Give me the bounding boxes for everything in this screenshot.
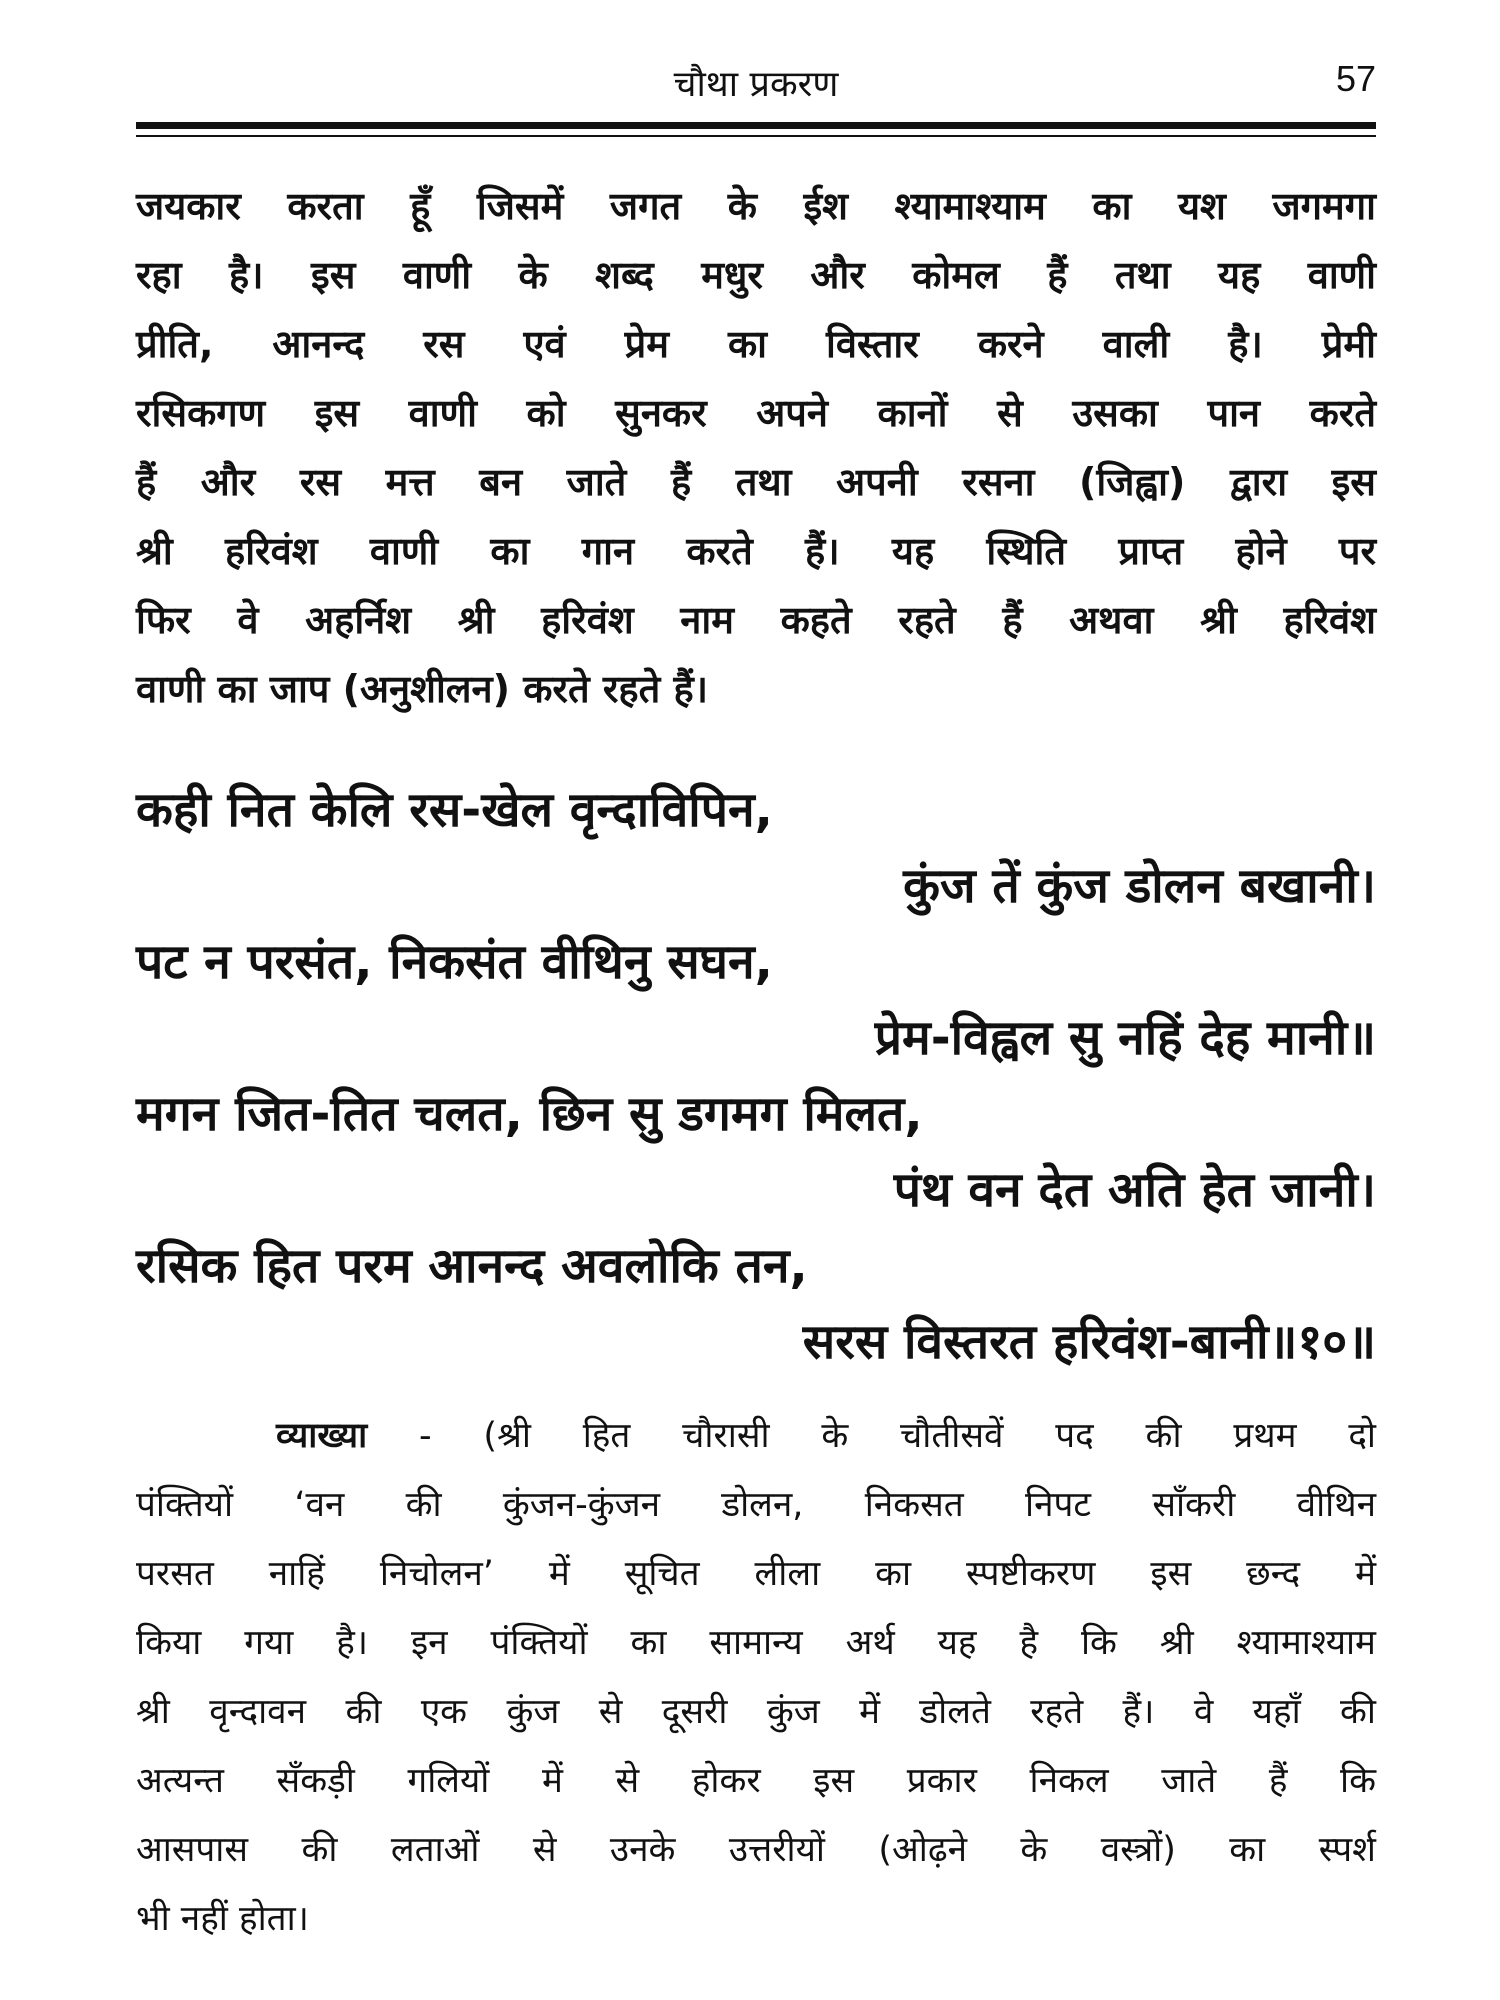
commentary-line: [136, 1402, 1376, 1471]
verse-line: रसिक हित परम आनन्द अवलोकि तन,: [136, 1238, 808, 1294]
paragraph-line: श्री हरिवंश वाणी का गान करते हैं। यह स्थिति प्राप्त होने पर: [136, 529, 1376, 573]
paragraph-line: रसिकगण इस वाणी को सुनकर अपने कानों से उसका पान करते: [136, 391, 1376, 435]
commentary-line: पंक्तियों ‘वन की कुंजन-कुंजन डोलन, निकसत निपट साँकरी वीथिन: [136, 1485, 1376, 1525]
paragraph-line: जयकार करता हूँ जिसमें जगत के ईश श्यामाश्याम का यश जगमगा: [136, 184, 1376, 228]
commentary-line: भी नहीं होता।: [136, 1899, 309, 1939]
commentary-line: किया गया है। इन पंक्तियों का सामान्य अर्थ यह है कि श्री श्यामाश्याम: [136, 1623, 1376, 1663]
commentary-line: अत्यन्त सँकड़ी गलियों में से होकर इस प्रकार निकल जाते हैं कि: [136, 1761, 1376, 1801]
chapter-title: चौथा प्रकरण: [673, 64, 839, 105]
commentary-first-line-text: - (श्री हित चौरासी के चौतीसवें पद की प्रथम दो: [367, 1416, 1376, 1456]
verse-line: पट न परसंत, निकसंत वीथिनु सघन,: [136, 934, 773, 990]
verse-line: सरस विस्तरत हरिवंश-बानी॥१०॥: [802, 1314, 1376, 1370]
verse-line: प्रेम-विह्वल सु नहिं देह मानी॥: [874, 1010, 1376, 1066]
paragraph-line: रहा है। इस वाणी के शब्द मधुर और कोमल हैं तथा यह वाणी: [136, 253, 1376, 297]
verse-block: [136, 772, 1376, 1380]
paragraph-line: प्रीति, आनन्द रस एवं प्रेम का विस्तार करने वाली है। प्रेमी: [136, 322, 1376, 366]
page-header: [136, 52, 1376, 112]
bold-paragraph: [136, 172, 1376, 724]
verse-line: पंथ वन देत अति हेत जानी।: [893, 1162, 1376, 1218]
paragraph-line: वाणी का जाप (अनुशीलन) करते रहते हैं।: [136, 667, 709, 711]
commentary-paragraph: [136, 1402, 1376, 1954]
header-rule-thin: [136, 135, 1376, 137]
verse-line: मगन जित-तित चलत, छिन सु डगमग मिलत,: [136, 1086, 923, 1142]
page-number: 57: [1335, 58, 1376, 99]
commentary-line: आसपास की लताओं से उनके उत्तरीयों (ओढ़ने के वस्त्रों) का स्पर्श: [136, 1830, 1376, 1870]
header-rule-thick: [136, 122, 1376, 129]
commentary-label: व्याख्या: [276, 1416, 368, 1456]
paragraph-line: हैं और रस मत्त बन जाते हैं तथा अपनी रसना (जिह्वा) द्वारा इस: [136, 460, 1376, 504]
verse-line: कही नित केलि रस-खेल वृन्दाविपिन,: [136, 782, 773, 838]
paragraph-line: फिर वे अहर्निश श्री हरिवंश नाम कहते रहते हैं अथवा श्री हरिवंश: [136, 598, 1376, 642]
verse-line: कुंज तें कुंज डोलन बखानी।: [903, 858, 1376, 914]
commentary-line: परसत नाहिं निचोलन’ में सूचित लीला का स्पष्टीकरण इस छन्द में: [136, 1554, 1376, 1594]
commentary-line: श्री वृन्दावन की एक कुंज से दूसरी कुंज में डोलते रहते हैं। वे यहाँ की: [136, 1692, 1376, 1732]
